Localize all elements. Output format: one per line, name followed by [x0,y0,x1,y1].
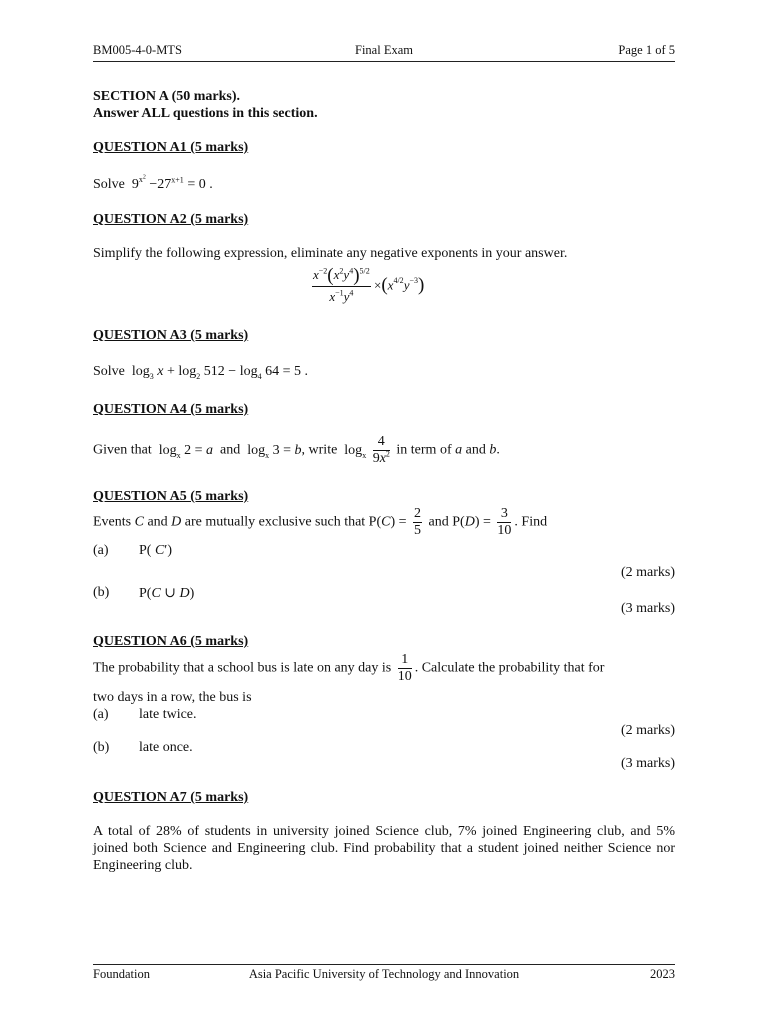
a5-part-b-text: P(C ∪ D) [139,586,195,601]
a5-part-b-c: C [151,586,161,601]
a2-fraction: $\frac{x^{-2}(x^2y^4)^{5/2}}{x^{-1}y^4}$ [313,265,370,304]
a6-lead: The probability that a school bus is late on any day is [93,660,392,676]
a5-lead: Events [93,514,132,530]
a5-part-a-p: P( [139,543,152,558]
a5-part-a-marks: (2 marks) [620,565,675,580]
a5-fraction-pd: $\frac{3}{10}$ [497,506,512,538]
question-a5-heading: QUESTION A5 (5 marks) [93,489,249,504]
a1-prompt: Solve [93,177,125,192]
a5-part-a-label: (a) [93,543,109,558]
footer-left: Foundation [93,967,150,981]
question-a6-body [93,652,675,685]
a4-tail: in term of [396,442,452,458]
a4-var-b: b [489,442,497,458]
course-code: BM005-4-0-MTS [93,43,182,57]
a6-part-b-label: (b) [93,740,110,755]
question-a6-heading: QUESTION A6 (5 marks) [93,634,249,649]
question-a1-heading: QUESTION A1 (5 marks) [93,140,249,155]
a5-part-a-c: C [154,543,165,558]
a5-part-a-text: P( C′) [139,543,173,558]
question-a5-body [93,506,547,539]
a5-part-b-p: P( [139,586,152,601]
a4-write: , write [301,442,338,458]
a6-part-b-marks: (3 marks) [620,756,675,771]
question-a7-text: A total of 28% of students in university joined Science club, 7% joined Engineering club, and 5% joined both Science and Engineering club. Find probability that a student joined neither Science nor Engineering club. [93,824,675,873]
a5-find: . Find [514,514,548,530]
section-instruction: Answer ALL questions in this section. [93,106,318,121]
question-a7-heading: QUESTION A7 (5 marks) [93,790,249,805]
a6-tail: . Calculate the probability that for [414,660,605,676]
question-a1-body [93,174,213,193]
footer-right: 2023 [650,967,675,981]
a5-and-p: and P( [428,514,465,530]
a5-part-b-label: (b) [93,585,110,600]
a4-dot: . [496,442,500,458]
a6-part-a-label: (a) [93,707,109,722]
a2-expression: $\frac{x^{-2}(x^2y^4)^{5/2}}{x^{-1}y^4}$ $\times(x^{4/2}y^{-3})$ [312,264,424,307]
a4-var-a: a [455,442,463,458]
a6-part-a-text: late twice. [139,707,197,722]
a4-and: and [220,442,241,458]
a5-and: and [147,514,168,530]
a6-part-a-marks: (2 marks) [620,723,675,738]
a5-event-c: C [134,514,144,530]
a6-fraction: $\frac{1}{10}$ [397,652,412,684]
a4-eq1: $\log_x 2 = a$ [155,442,214,460]
page-header [93,42,675,62]
a5-mid: are mutually exclusive such that P( [184,514,382,530]
a5-pd-close: ) = [474,514,491,530]
a4-target: $\log_x$ [340,442,367,460]
question-a4-heading: QUESTION A4 (5 marks) [93,402,249,417]
a5-event-c-2: C [381,514,391,530]
a4-eq2: $\log_x 3 = b$ [243,442,302,460]
a3-prompt: Solve [93,364,125,379]
a5-event-d-2: D [464,514,475,530]
question-a2-heading: QUESTION A2 (5 marks) [93,212,249,227]
footer-center: Asia Pacific University of Technology and Innovation [248,967,520,981]
a4-prompt: Given that [93,442,152,458]
page-footer [93,964,675,982]
question-a2-prompt: Simplify the following expression, eliminate any negative exponents in your answer. [93,246,568,261]
a5-pc-close: ) = [390,514,407,530]
section-title: SECTION A (50 marks). [93,89,241,104]
a5-event-d: D [171,514,182,530]
question-a4-body [93,434,500,467]
exam-title: Final Exam [355,43,413,57]
a5-part-b-marks: (3 marks) [620,601,675,616]
a5-part-b-d: D [179,586,190,601]
question-a3-heading: QUESTION A3 (5 marks) [93,328,249,343]
a6-part-b-text: late once. [139,740,193,755]
a4-fraction: $\frac{4}{9x^2}$ [372,434,390,466]
a4-and2: and [465,442,486,458]
page-number: Page 1 of 5 [618,43,675,57]
a1-equation: $9^{x^2} -27^{x+1} = 0$ . [128,174,213,192]
a3-equation: $\log_3 x + \log_2 512 - \log_4 64 = 5$ . [128,364,308,381]
a5-fraction-pc: $\frac{2}{5}$ [414,506,422,538]
question-a3-body [93,364,308,380]
a6-line2: two days in a row, the bus is [93,690,252,705]
